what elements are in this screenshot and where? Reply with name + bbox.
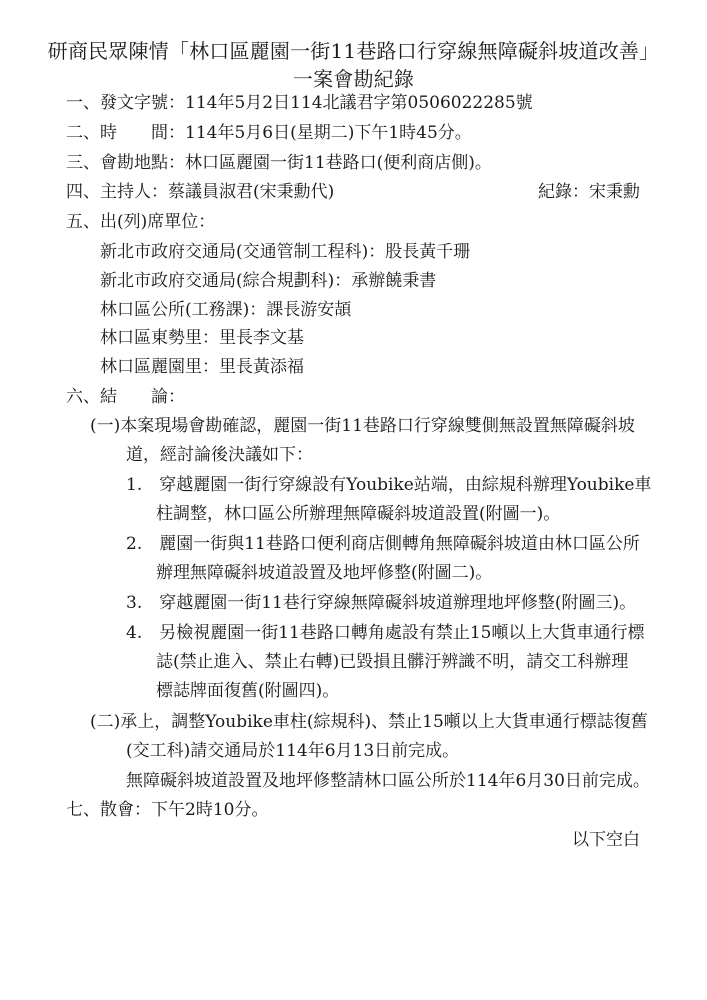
document-title-line2: 一案會勘紀錄 [292, 67, 415, 91]
attendee: 林口區東勢里：里長李文基 [100, 328, 304, 348]
document-title-line1: 研商民眾陳情「林口區麗園一街11巷路口行穿線無障礙斜坡道改善」 [47, 39, 660, 63]
attendee: 新北市政府交通局(交通管制工程科)：股長黃千珊 [100, 242, 471, 262]
resolution-1-line1: 1. 穿越麗園一街行穿線設有Youbike站端，由綜規科辦理Youbike車 [126, 475, 652, 495]
attendee: 林口區公所(工務課)：課長游安頡 [100, 300, 352, 320]
item-attendees-heading: 五、出(列)席單位： [66, 212, 216, 232]
conclusion-2-line1: (二)承上，調整Youbike車柱(綜規科)、禁止15噸以上大貨車通行標誌復舊 [90, 712, 648, 732]
resolution-3-line1: 3. 穿越麗園一街11巷行穿線無障礙斜坡道辦理地坪修整(附圖三)。 [126, 593, 637, 613]
item-time: 二、時 間：114年5月6日(星期二)下午1時45分。 [66, 123, 472, 143]
attendee: 林口區麗園里：里長黃添福 [100, 357, 304, 377]
conclusion-2-line2: (交工科)請交通局於114年6月13日前完成。 [126, 741, 460, 761]
item-adjournment: 七、散會：下午2時10分。 [66, 800, 269, 820]
item-host: 四、主持人：蔡議員淑君(宋秉勳代) [66, 182, 335, 202]
resolution-4-line3: 標誌牌面復舊(附圖四)。 [156, 681, 340, 701]
conclusion-1-line1: (一)本案現場會勘確認，麗園一街11巷路口行穿線雙側無設置無障礙斜坡 [90, 416, 635, 436]
blank-below-note: 以下空白 [572, 830, 640, 850]
conclusion-2-line3: 無障礙斜坡道設置及地坪修整請林口區公所於114年6月30日前完成。 [126, 771, 650, 791]
resolution-2-line1: 2. 麗園一街與11巷路口便利商店側轉角無障礙斜坡道由林口區公所 [126, 534, 640, 554]
attendee: 新北市政府交通局(綜合規劃科)：承辦饒秉書 [100, 271, 437, 291]
resolution-4-line1: 4. 另檢視麗園一街11巷路口轉角處設有禁止15噸以上大貨車通行標 [126, 623, 645, 643]
conclusion-1-line2: 道，經討論後決議如下： [126, 445, 313, 465]
resolution-4-line2: 誌(禁止進入、禁止右轉)已毀損且髒汙辨識不明，請交工科辦理 [156, 652, 629, 672]
item-location: 三、會勘地點：林口區麗園一街11巷路口(便利商店側)。 [66, 153, 492, 173]
item-recorder: 紀錄：宋秉勳 [538, 182, 640, 202]
item-document-number: 一、發文字號：114年5月2日114北議君字第0506022285號 [66, 93, 533, 113]
item-conclusion-heading: 六、結 論： [66, 387, 185, 407]
resolution-1-line2: 柱調整，林口區公所辦理無障礙斜坡道設置(附圖一)。 [156, 504, 561, 524]
resolution-2-line2: 辦理無障礙斜坡道設置及地坪修整(附圖二)。 [156, 563, 493, 583]
